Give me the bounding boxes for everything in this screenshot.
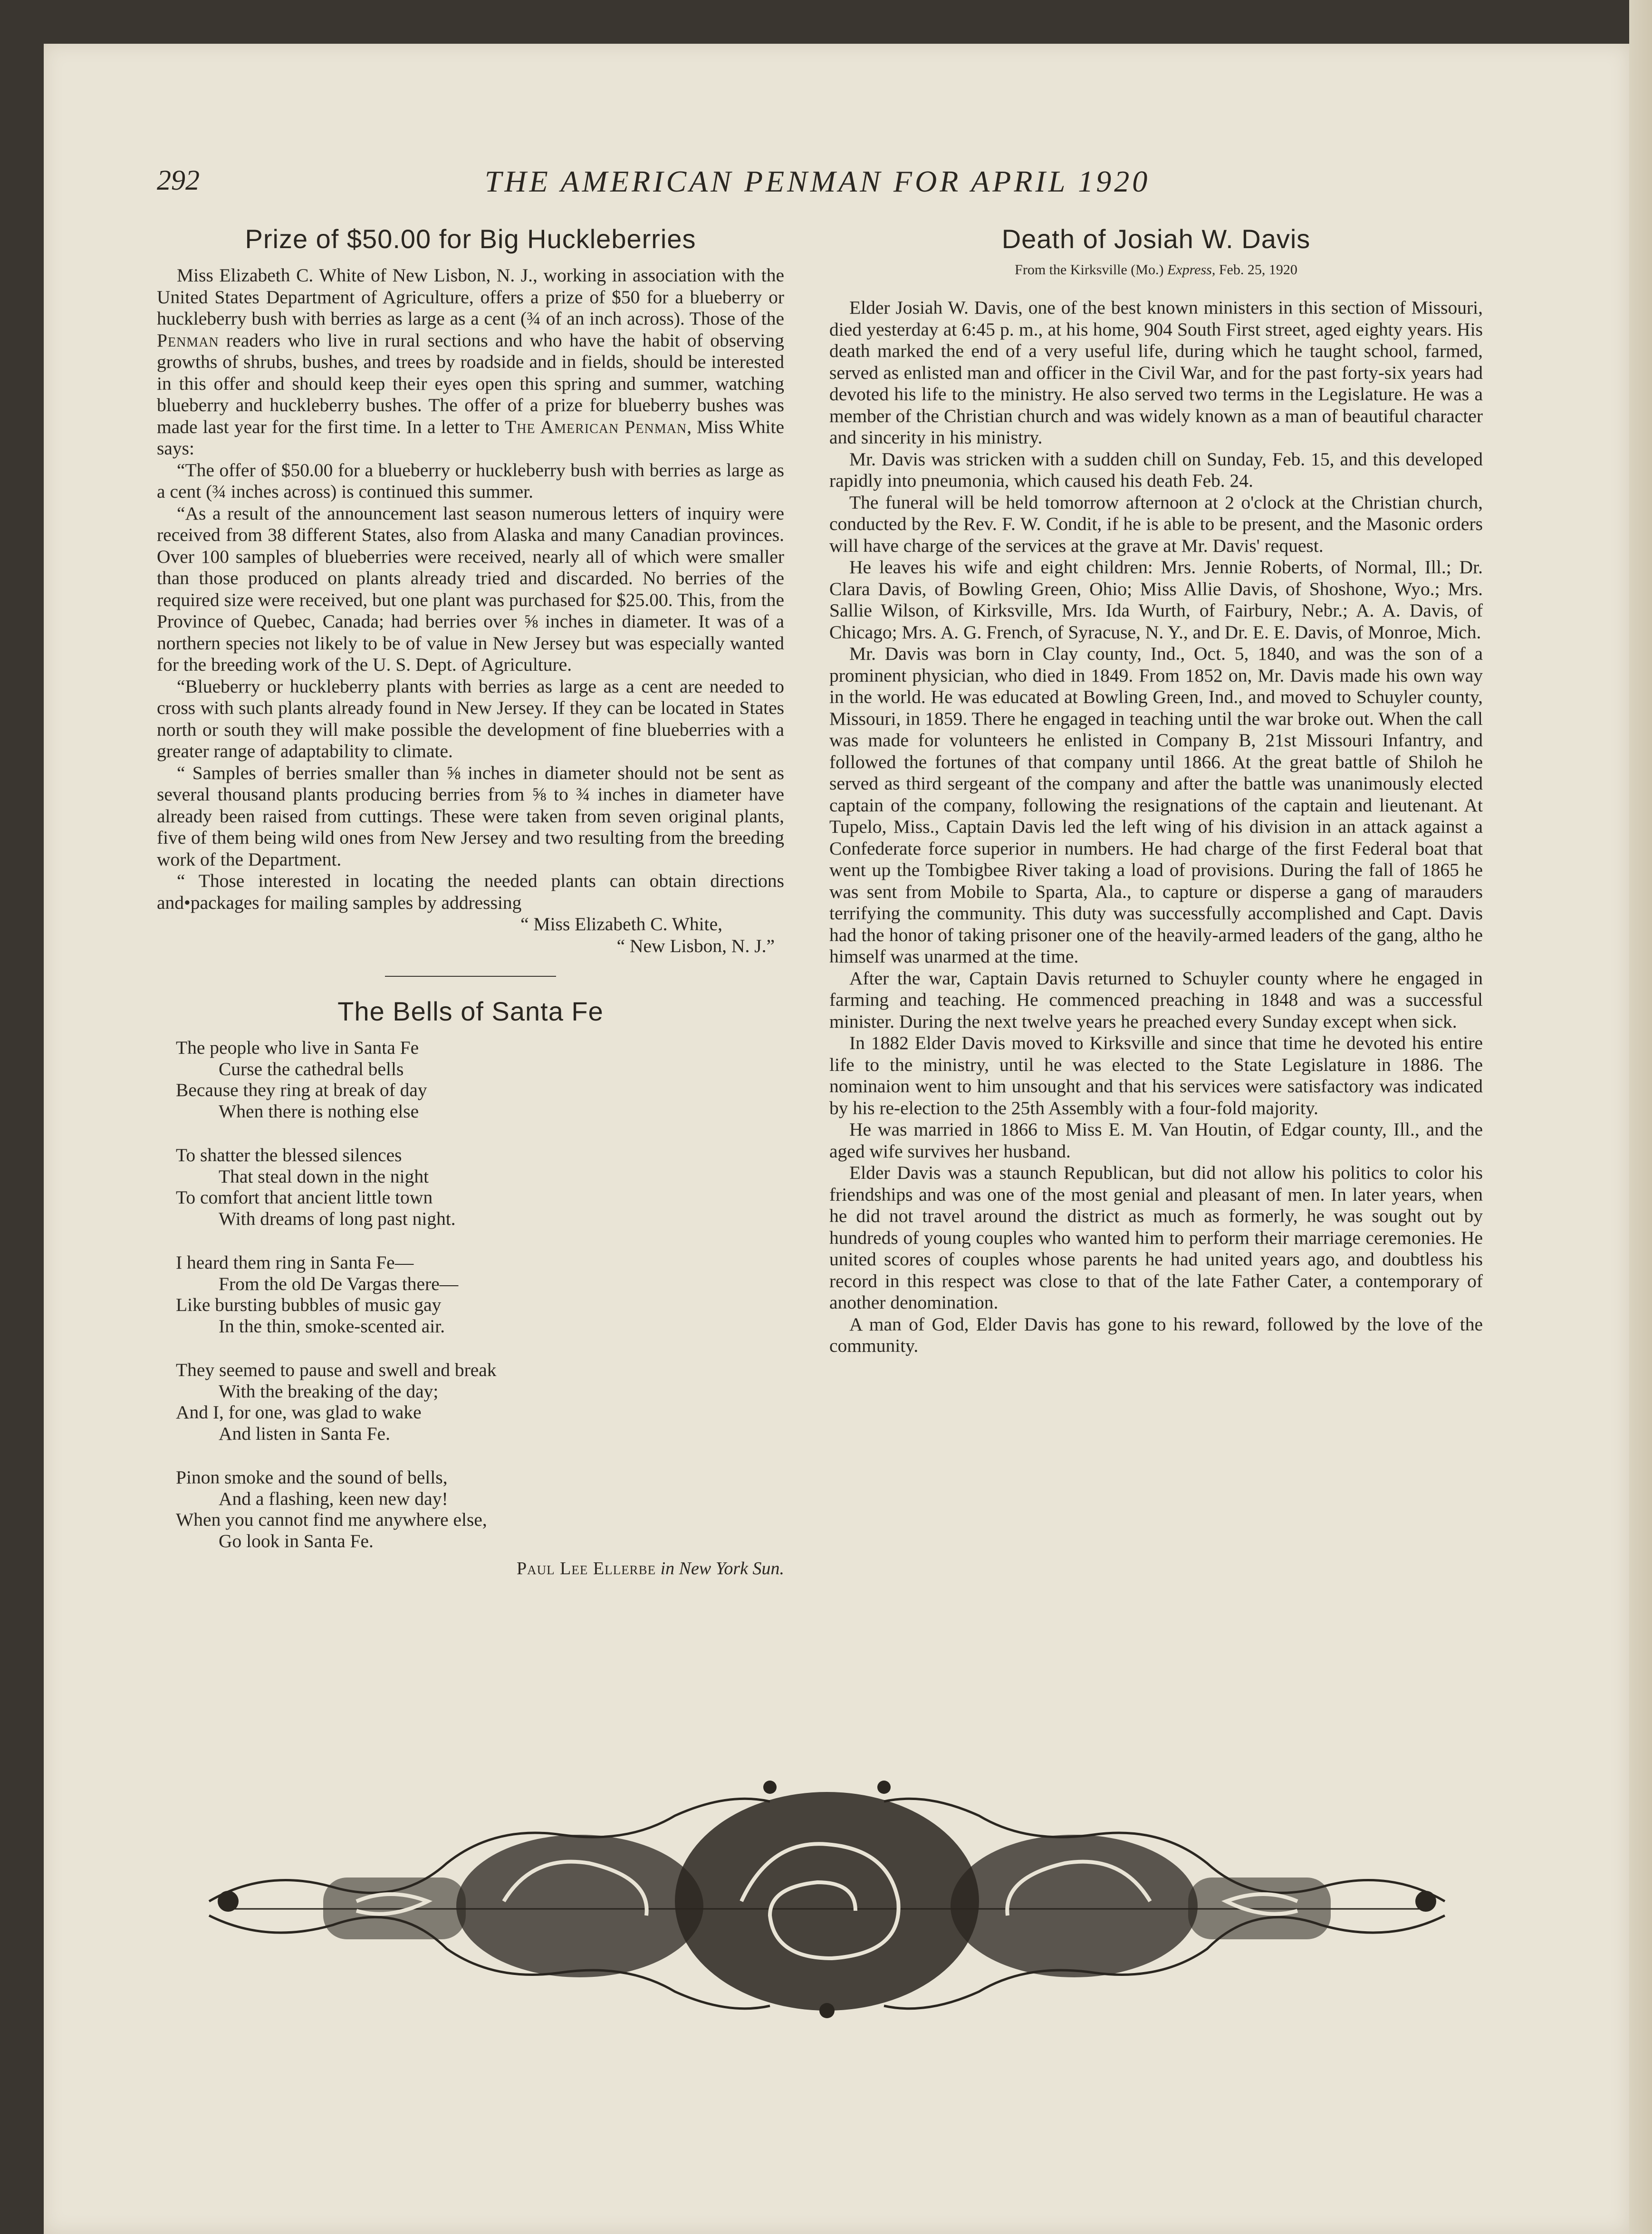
paragraph: The funeral will be held tomorrow afternoon at 2 o'clock at the Christian church, conducted by the Rev. F. W. Condit, if he is able to be present, and the Masonic orders will have charge of the services at the grave at Mr. Davis' request. <box>829 491 1483 556</box>
article-title-huckleberries: Prize of $50.00 for Big Huckleberries <box>245 224 696 254</box>
poem-line: Like bursting bubbles of music gay <box>176 1294 442 1315</box>
paragraph: Mr. Davis was stricken with a sudden chill on Sunday, Feb. 15, and this developed rapidly into pneumonia, which caused his death Feb. 24. <box>829 448 1483 491</box>
poem-title: The Bells of Santa Fe <box>337 996 604 1026</box>
poem-line: They seemed to pause and swell and break <box>176 1359 497 1380</box>
stanza <box>176 1359 784 1444</box>
poem-line: Curse the cathedral bells <box>219 1058 404 1079</box>
stanza <box>176 1252 784 1337</box>
paragraph: After the war, Captain Davis returned to Schuyler county where he engaged in farming and teaching. He commenced preaching in 1848 and was a successful minister. During the next twelve years he preached every Sunday except when sick. <box>829 967 1483 1032</box>
poem-line: From the old De Vargas there— <box>219 1273 459 1294</box>
poem-line: With the breaking of the day; <box>219 1380 439 1402</box>
poem-line: I heard them ring in Santa Fe— <box>176 1252 414 1273</box>
paragraph: “ Those interested in locating the needed plants can obtain directions and•packages for mailing samples by addressing <box>157 870 784 913</box>
journal-smallcaps: The American Penman <box>505 416 687 437</box>
poem-line: The people who live in Santa Fe <box>176 1037 419 1058</box>
poem-line: In the thin, smoke-scented air. <box>219 1315 445 1337</box>
left-column <box>157 223 784 1579</box>
paragraph: “Blueberry or huckleberry plants with berries as large as a cent are needed to cross with such plants already found in New Jersey. If they can be located in States north or south they will make possible the development of fine blueberries with a greater range of adaptability to climate. <box>157 675 784 761</box>
paragraph: He was married in 1866 to Miss E. M. Van Houtin, of Edgar county, Ill., and the aged wife survives her husband. <box>829 1119 1483 1162</box>
poem-line: That steal down in the night <box>219 1165 429 1187</box>
poem-line: To comfort that ancient little town <box>176 1187 433 1208</box>
poem-line: And listen in Santa Fe. <box>219 1423 390 1444</box>
paragraph: “The offer of $50.00 for a blueberry or huckleberry bush with berries as large as a cent (¾ inches across) is continued this summer. <box>157 459 784 502</box>
poem-author: Paul Lee Ellerbe <box>517 1559 656 1579</box>
address-line: “ Miss Elizabeth C. White, <box>520 914 722 934</box>
poem-line: Pinon smoke and the sound of bells, <box>176 1467 448 1488</box>
paragraph: In 1882 Elder Davis moved to Kirksville and since that time he devoted his entire life to the ministry, until he was elected to the State Legislature in 1886. The nominaion went to him unsought and that his services were satisfactory was indicated by his re-election to the 25th Assembly with a four-fold majority. <box>829 1032 1483 1118</box>
poem-line: With dreams of long past night. <box>219 1208 456 1229</box>
decorative-scroll-flourish-icon <box>200 1759 1454 2025</box>
paragraph: Elder Davis was a staunch Republican, but did not allow his politics to color his friendships and was one of the most genial and pleasant of men. In later years, when he did not travel around the district as much as formerly, he was sought out by hundreds of young couples who wanted him to perform their marriage ceremonies. He united scores of couples whose parents he had united years ago, and doubtless his record in this respect was close to that of the late Father Cater, a contemporary of another denomination. <box>829 1162 1483 1313</box>
poem-credit: Paul Lee Ellerbe in New York Sun. <box>517 1559 784 1579</box>
paragraph: Elder Josiah W. Davis, one of the best known ministers in this section of Missouri, died yesterday at 6:45 p. m., at his home, 904 South First street, aged eighty years. His death marked the end of a very useful life, during which he taught school, farmed, served as enlisted man and officer in the Civil War, and for the past forty-six years had devoted his life to the ministry. He also served two terms in the Legislature. He was a member of the Christian church and was widely known as a man of beautiful character and sincerity in his ministry. <box>829 297 1483 448</box>
page-number: 292 <box>157 164 200 196</box>
paragraph: “As a result of the announcement last season numerous letters of inquiry were received from 38 different States, also from Alaska and many Canadian provinces. Over 100 samples of blueberries were received, nearly all of which were smaller than those produced on plants already tried and discarded. No berries of the required size were received, but one plant was purchased for $25.00. This, from the Province of Quebec, Canada; had berries over ⅝ inches in diameter. It was of a northern species not likely to be of value in New Jersey but was especially wanted for the breeding work of the U. S. Dept. of Agriculture. <box>157 502 784 675</box>
section-divider <box>385 976 556 977</box>
paragraph: “ Samples of berries smaller than ⅝ inches in diameter should not be sent as several thousand plants producing berries from ⅝ to ¾ inches in diameter have already been raised from cuttings. These were taken from seven original plants, five of them being wild ones from New Jersey and two resulting from the breeding work of the Department. <box>157 762 784 870</box>
poem-line: Because they ring at break of day <box>176 1079 427 1100</box>
next-page-edge <box>1629 0 1652 2234</box>
poem-line: And a flashing, keen new day! <box>219 1488 448 1509</box>
poem <box>157 1037 784 1551</box>
poem-line: When you cannot find me anywhere else, <box>176 1509 487 1530</box>
poem-source: New York Sun. <box>679 1559 784 1579</box>
paragraph: Miss Elizabeth C. White of New Lisbon, N. J., working in association with the United States Department of Agriculture, offers a prize of $50 for a blueberry or huckleberry bush with berries as large as a cent (¾ of an inch across). Those of the Penman readers who live in rural sections and who have the habit of observing growths of shrubs, bushes, and trees by roadside and in fields, should be interested in this offer and should keep their eyes open this spring and summer, watching blueberry and huckleberry bushes. The offer of a prize for blueberry bushes was made last year for the first time. In a letter to The American Penman, Miss White says: <box>157 265 785 459</box>
stanza <box>176 1145 784 1229</box>
dateline: From the Kirksville (Mo.) Express, Feb. 25, 1920 <box>1015 262 1297 278</box>
poem-line: And I, for one, was glad to wake <box>176 1402 422 1423</box>
poem-line: When there is nothing else <box>219 1100 419 1122</box>
penman-smallcaps: Penman <box>157 329 219 351</box>
stanza <box>176 1037 784 1122</box>
page-header <box>157 164 1478 202</box>
paragraph: He leaves his wife and eight children: Mrs. Jennie Roberts, of Normal, Ill.; Dr. Clara Davis, of Bowling Green, Ohio; Miss Allie Davis, of Shoshone, Wyo.; Mrs. Sallie Wilson, of Kirksville, Mrs. Ida Wurth, of Fairbury, Nebr.; A. A. Davis, of Chicago; Mrs. A. G. French, of Syracuse, N. Y., and Dr. E. E. Davis, of Monroe, Mich. <box>829 557 1483 643</box>
poem-line: To shatter the blessed silences <box>176 1145 402 1165</box>
article-title-obituary: Death of Josiah W. Davis <box>1001 224 1311 254</box>
address-line: “ New Lisbon, N. J.” <box>616 935 775 956</box>
paragraph: Mr. Davis was born in Clay county, Ind., Oct. 5, 1840, and was the son of a prominent physician, who died in 1849. From 1852 on, Mr. Davis made his own way in the world. He was educated at Bowling Green, Ind., and moved to Schuyler county, Missouri, in 1859. There he engaged in teaching until the war broke out. When the call was made for volunteers he enlisted in Company B, 21st Missouri Infantry, and followed the fortunes of that company until 1866. At the great battle of Shiloh he served as third sergeant of the company and after the battle was unanimously elected captain of the company, following the resignations of the captain and lieutenant. At Tupelo, Miss., Captain Davis led the left wing of his division in an attack against a Confederate force superior in numbers. He had charge of the first Federal boat that went up the Tombigbee River taking a load of provisions. During the fall of 1865 he was sent from Mobile to Sparta, Ala., to capture or disperse a gang of marauders terrifying the community. This duty was successfully accomplished and Capt. Davis had the honor of taking prisoner one of the heavily-armed leaders of the gang, altho he himself was unarmed at the time. <box>829 643 1483 967</box>
stanza <box>176 1467 784 1551</box>
poem-line: Go look in Santa Fe. <box>219 1530 374 1551</box>
running-title: THE AMERICAN PENMAN FOR APRIL 1920 <box>484 164 1151 198</box>
paragraph: A man of God, Elder Davis has gone to his reward, followed by the love of the community. <box>829 1313 1483 1356</box>
right-column <box>829 223 1483 1357</box>
